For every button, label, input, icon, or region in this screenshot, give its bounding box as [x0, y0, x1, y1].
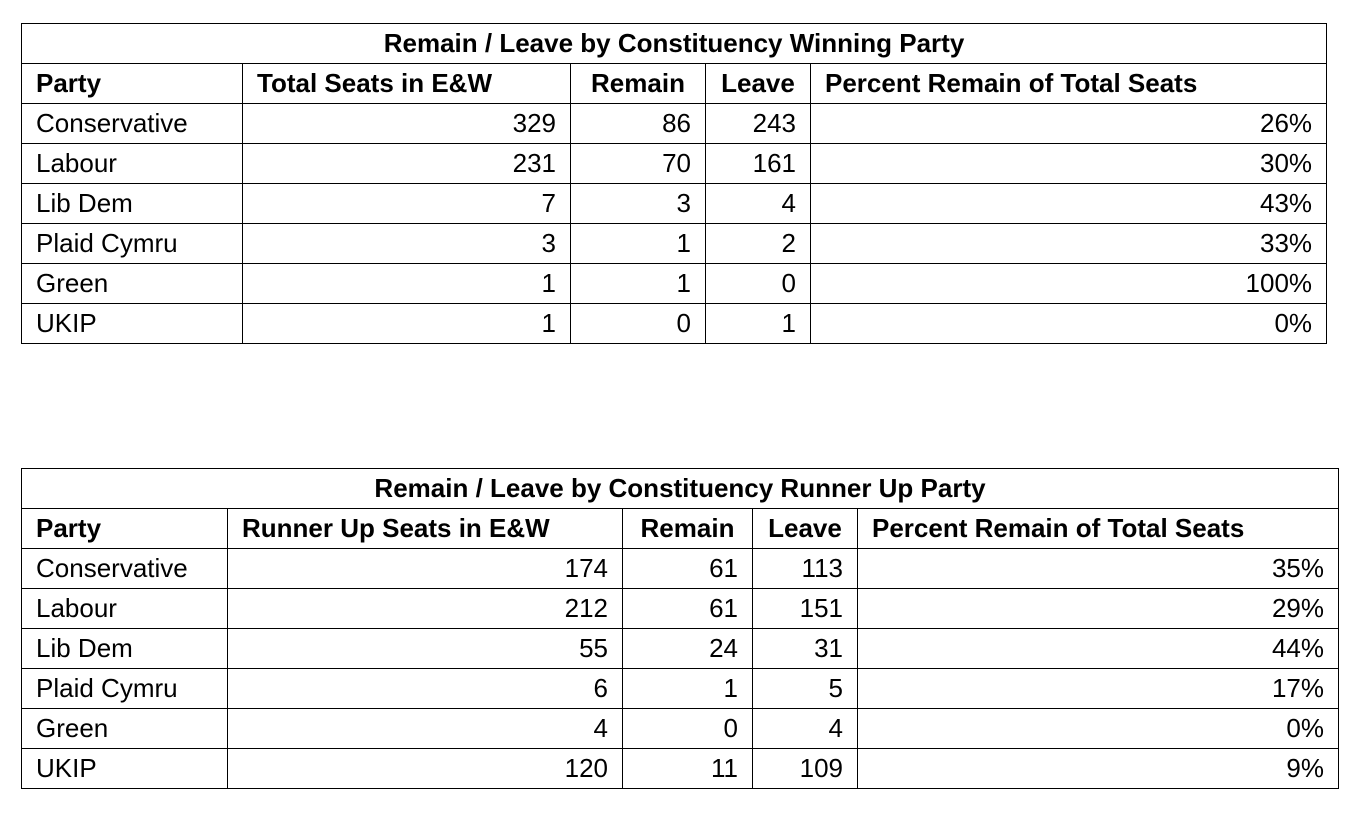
remain-cell: 61	[623, 589, 753, 629]
remain-cell: 24	[623, 629, 753, 669]
leave-cell: 4	[753, 709, 858, 749]
table-row	[22, 669, 1339, 709]
column-header-seats: Runner Up Seats in E&W	[228, 509, 623, 549]
leave-cell: 109	[753, 749, 858, 789]
column-header-remain: Remain	[571, 64, 706, 104]
leave-cell: 2	[706, 224, 811, 264]
seats-cell: 1	[243, 264, 571, 304]
party-name-cell: Lib Dem	[22, 184, 243, 224]
leave-cell: 0	[706, 264, 811, 304]
party-name-cell: Conservative	[22, 104, 243, 144]
column-header-percent-remain: Percent Remain of Total Seats	[811, 64, 1327, 104]
leave-cell: 1	[706, 304, 811, 344]
leave-cell: 161	[706, 144, 811, 184]
seats-cell: 7	[243, 184, 571, 224]
percent-remain-cell: 30%	[811, 144, 1327, 184]
table-row	[22, 589, 1339, 629]
leave-cell: 5	[753, 669, 858, 709]
table-title: Remain / Leave by Constituency Runner Up Party	[22, 469, 1339, 509]
table-title: Remain / Leave by Constituency Winning Party	[22, 24, 1327, 64]
leave-cell: 113	[753, 549, 858, 589]
table-row	[22, 264, 1327, 304]
table-row	[22, 709, 1339, 749]
party-name-cell: Labour	[22, 144, 243, 184]
table-header-row	[22, 509, 1339, 549]
party-name-cell: Plaid Cymru	[22, 669, 228, 709]
column-header-leave: Leave	[753, 509, 858, 549]
seats-cell: 4	[228, 709, 623, 749]
table-row	[22, 184, 1327, 224]
remain-cell: 1	[623, 669, 753, 709]
column-header-leave: Leave	[706, 64, 811, 104]
party-name-cell: UKIP	[22, 749, 228, 789]
remain-cell: 61	[623, 549, 753, 589]
column-header-party: Party	[22, 64, 243, 104]
remain-cell: 3	[571, 184, 706, 224]
table-row	[22, 749, 1339, 789]
table-row	[22, 104, 1327, 144]
remain-cell: 0	[571, 304, 706, 344]
remain-cell: 1	[571, 224, 706, 264]
percent-remain-cell: 35%	[858, 549, 1339, 589]
leave-cell: 151	[753, 589, 858, 629]
table-row	[22, 629, 1339, 669]
seats-cell: 212	[228, 589, 623, 629]
party-name-cell: Labour	[22, 589, 228, 629]
remain-cell: 70	[571, 144, 706, 184]
percent-remain-cell: 9%	[858, 749, 1339, 789]
seats-cell: 6	[228, 669, 623, 709]
column-header-remain: Remain	[623, 509, 753, 549]
leave-cell: 243	[706, 104, 811, 144]
seats-cell: 329	[243, 104, 571, 144]
winning-party-table	[21, 23, 1327, 344]
table-title-row	[22, 469, 1339, 509]
leave-cell: 4	[706, 184, 811, 224]
percent-remain-cell: 0%	[811, 304, 1327, 344]
seats-cell: 231	[243, 144, 571, 184]
remain-cell: 1	[571, 264, 706, 304]
party-name-cell: Lib Dem	[22, 629, 228, 669]
column-header-seats: Total Seats in E&W	[243, 64, 571, 104]
table-row	[22, 549, 1339, 589]
party-name-cell: UKIP	[22, 304, 243, 344]
table-row	[22, 304, 1327, 344]
column-header-party: Party	[22, 509, 228, 549]
percent-remain-cell: 100%	[811, 264, 1327, 304]
percent-remain-cell: 26%	[811, 104, 1327, 144]
percent-remain-cell: 29%	[858, 589, 1339, 629]
remain-cell: 11	[623, 749, 753, 789]
percent-remain-cell: 33%	[811, 224, 1327, 264]
seats-cell: 55	[228, 629, 623, 669]
remain-cell: 0	[623, 709, 753, 749]
table-row	[22, 224, 1327, 264]
seats-cell: 120	[228, 749, 623, 789]
remain-cell: 86	[571, 104, 706, 144]
table-title-row	[22, 24, 1327, 64]
leave-cell: 31	[753, 629, 858, 669]
party-name-cell: Plaid Cymru	[22, 224, 243, 264]
seats-cell: 3	[243, 224, 571, 264]
runner-up-party-table	[21, 468, 1339, 789]
seats-cell: 1	[243, 304, 571, 344]
seats-cell: 174	[228, 549, 623, 589]
table-row	[22, 144, 1327, 184]
percent-remain-cell: 17%	[858, 669, 1339, 709]
party-name-cell: Conservative	[22, 549, 228, 589]
column-header-percent-remain: Percent Remain of Total Seats	[858, 509, 1339, 549]
percent-remain-cell: 43%	[811, 184, 1327, 224]
party-name-cell: Green	[22, 709, 228, 749]
percent-remain-cell: 0%	[858, 709, 1339, 749]
table-header-row	[22, 64, 1327, 104]
party-name-cell: Green	[22, 264, 243, 304]
percent-remain-cell: 44%	[858, 629, 1339, 669]
